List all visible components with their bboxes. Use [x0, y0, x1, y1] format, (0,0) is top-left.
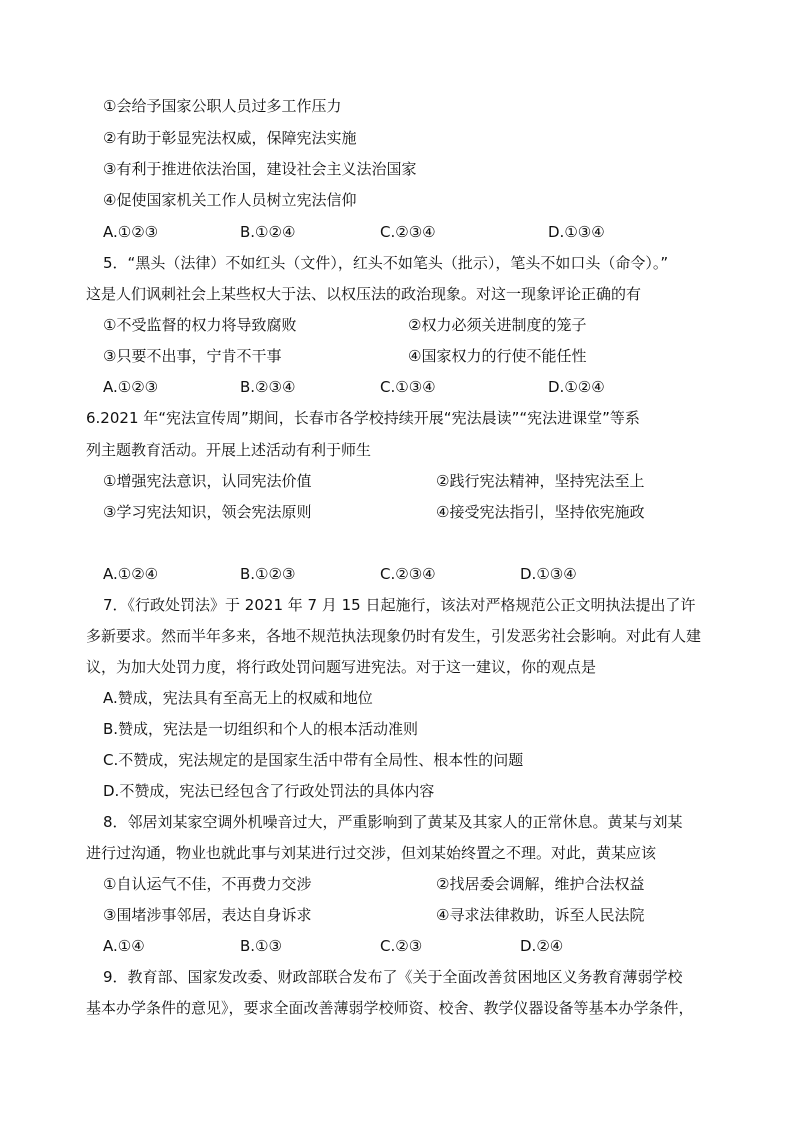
q4-option-d: D.①③④ — [548, 223, 605, 241]
q8-statement-3: ③围堵涉事邻居，表达自身诉求 — [103, 906, 312, 924]
q8-statement-4: ④寻求法律救助，诉至人民法院 — [436, 906, 645, 924]
q6-option-c: C.②③④ — [380, 565, 436, 583]
q5-stem-line-2: 这是人们讽刺社会上某些权大于法、以权压法的政治现象。对这一现象评论正确的有 — [86, 285, 642, 303]
q8-stem-line-1: 8．邻居刘某家空调外机噪音过大，严重影响到了黄某及其家人的正常休息。黄某与刘某 — [103, 813, 683, 831]
q7-option-d: D.不赞成，宪法已经包含了行政处罚法的具体内容 — [103, 782, 435, 800]
q5-statement-4: ④国家权力的行使不能任性 — [408, 347, 587, 365]
q8-option-a: A.①④ — [103, 937, 145, 955]
q6-statement-1: ①增强宪法意识，认同宪法价值 — [103, 472, 312, 490]
q5-statement-2: ②权力必须关进制度的笼子 — [408, 316, 587, 334]
q4-statement-3: ③有利于推进依法治国，建设社会主义法治国家 — [103, 160, 417, 178]
q6-option-a: A.①②④ — [103, 565, 159, 583]
q6-stem-line-2: 列主题教育活动。开展上述活动有利于师生 — [86, 441, 372, 459]
q6-option-b: B.①②③ — [240, 565, 296, 583]
q7-stem-line-1: 7．《行政处罚法》于 2021 年 7 月 15 日起施行，该法对严格规范公正文明执法提出了许 — [103, 596, 696, 614]
q8-statement-1: ①自认运气不佳，不再费力交涉 — [103, 875, 312, 893]
q5-option-a: A.①②③ — [103, 378, 159, 396]
q5-option-d: D.①②④ — [548, 378, 605, 396]
q6-statement-4: ④接受宪法指引，坚持依宪施政 — [436, 503, 645, 521]
q7-option-b: B.赞成，宪法是一切组织和个人的根本活动准则 — [103, 720, 419, 738]
q8-option-c: C.②③ — [380, 937, 423, 955]
q9-stem-line-2: 基本办学条件的意见》，要求全面改善薄弱学校师资、校舍、教学仪器设备等基本办学条件， — [86, 999, 694, 1017]
q6-statement-2: ②践行宪法精神，坚持宪法至上 — [436, 472, 645, 490]
q8-option-d: D.②④ — [520, 937, 564, 955]
q5-stem-line-1: 5．“黑头（法律）不如红头（文件），红头不如笔头（批示），笔头不如口头（命令）。” — [103, 254, 669, 272]
q4-statement-4: ④促使国家机关工作人员树立宪法信仰 — [103, 191, 357, 209]
q8-statement-2: ②找居委会调解，维护合法权益 — [436, 875, 645, 893]
q5-option-b: B.②③④ — [240, 378, 296, 396]
q7-stem-line-3: 议，为加大处罚力度，将行政处罚问题写进宪法。对于这一建议，你的观点是 — [86, 658, 597, 676]
q5-statement-3: ③只要不出事，宁肯不干事 — [103, 347, 282, 365]
q5-statement-1: ①不受监督的权力将导致腐败 — [103, 316, 297, 334]
q4-option-c: C.②③④ — [380, 223, 436, 241]
q6-stem-line-1: 6.2021 年“宪法宣传周”期间，长春市各学校持续开展“宪法晨读”“宪法进课堂”等系 — [86, 409, 640, 427]
q7-option-c: C.不赞成，宪法规定的是国家生活中带有全局性、根本性的问题 — [103, 751, 524, 769]
q5-option-c: C.①③④ — [380, 378, 436, 396]
q4-option-a: A.①②③ — [103, 223, 159, 241]
q7-stem-line-2: 多新要求。然而半年多来，各地不规范执法现象仍时有发生，引发恶劣社会影响。对此有人建 — [86, 627, 702, 645]
q4-option-b: B.①②④ — [240, 223, 296, 241]
q9-stem-line-1: 9．教育部、国家发改委、财政部联合发布了《关于全面改善贫困地区义务教育薄弱学校 — [103, 968, 683, 986]
q4-statement-2: ②有助于彰显宪法权威，保障宪法实施 — [103, 129, 357, 147]
q7-option-a: A.赞成，宪法具有至高无上的权威和地位 — [103, 689, 373, 707]
q6-statement-3: ③学习宪法知识，领会宪法原则 — [103, 503, 312, 521]
q4-statement-1: ①会给予国家公职人员过多工作压力 — [103, 97, 342, 115]
q8-option-b: B.①③ — [240, 937, 282, 955]
q8-stem-line-2: 进行过沟通，物业也就此事与刘某进行过交涉，但刘某始终置之不理。对此，黄某应该 — [86, 844, 657, 862]
q6-option-d: D.①③④ — [520, 565, 577, 583]
